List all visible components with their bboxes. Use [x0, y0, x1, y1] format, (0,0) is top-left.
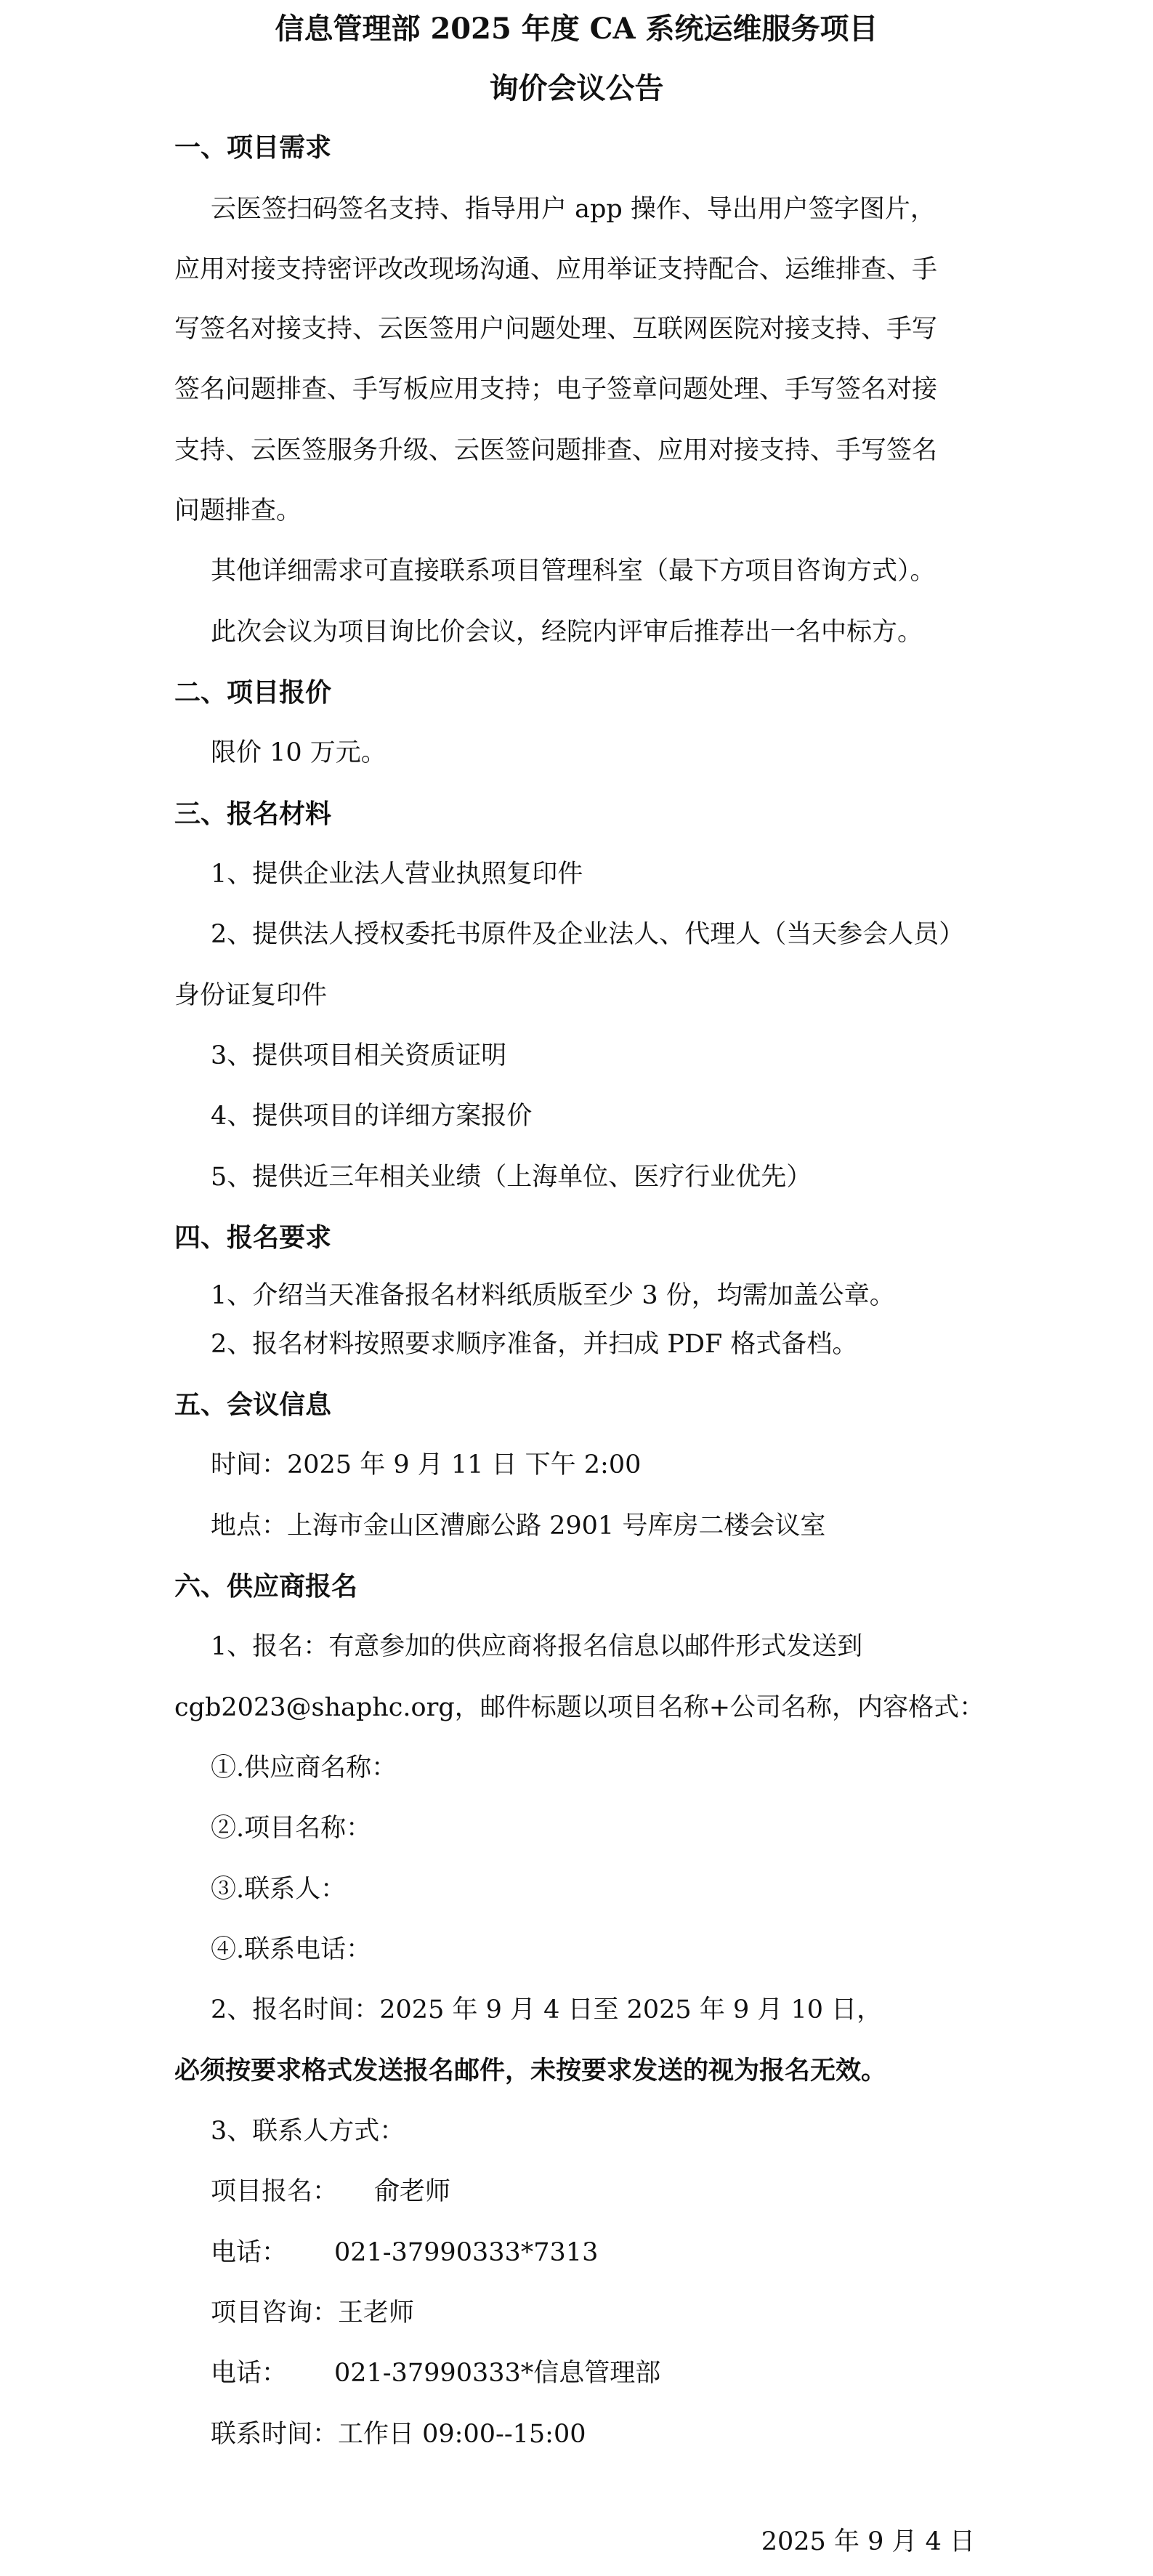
section-4-heading: 四、报名要求: [174, 1222, 332, 1253]
contact-phone1-value: 021-37990333*7313: [334, 2238, 599, 2267]
section-1-para1-line4: 签名问题排查、手写板应用支持；电子签章问题处理、手写签名对接: [174, 375, 938, 404]
section-6-heading: 六、供应商报名: [174, 1571, 358, 1602]
section-1-para3: 此次会议为项目询比价会议，经院内评审后推荐出一名中标方。: [211, 618, 923, 647]
section-4-item1: 1、介绍当天准备报名材料纸质版至少 3 份，均需加盖公章。: [211, 1281, 895, 1310]
section-3-item1: 1、提供企业法人营业执照复印件: [211, 860, 583, 889]
section-3-item2-line1: 2、提供法人授权委托书原件及企业法人、代理人（当天参会人员）: [211, 920, 965, 949]
section-6-item1-line2: cgb2023@shaphc.org，邮件标题以项目名称+公司名称，内容格式：: [174, 1693, 985, 1722]
section-3-item4: 4、提供项目的详细方案报价: [211, 1102, 533, 1131]
field-supplier-name: ①.供应商名称：: [211, 1753, 397, 1782]
announcement-date: 2025 年 9 月 4 日: [761, 2527, 975, 2556]
section-3-item2-line2: 身份证复印件: [174, 981, 328, 1010]
meeting-place: 地点：上海市金山区漕廊公路 2901 号库房二楼会议室: [211, 1511, 826, 1541]
contact-registration-row: [211, 2171, 450, 2208]
section-3-item5: 5、提供近三年相关业绩（上海单位、医疗行业优先）: [211, 1163, 812, 1192]
contact-phone1-label: 电话：: [211, 2238, 288, 2267]
contact-registration-name: 俞老师: [374, 2177, 451, 2206]
section-1-para1-line5: 支持、云医签服务升级、云医签问题排查、应用对接支持、手写签名: [174, 436, 938, 465]
contact-registration-label: 项目报名：: [211, 2177, 339, 2206]
registration-warning: 必须按要求格式发送报名邮件，未按要求发送的视为报名无效。: [174, 2056, 887, 2086]
section-4-item2: 2、报名材料按照要求顺序准备，并扫成 PDF 格式备档。: [211, 1330, 858, 1359]
section-2-heading: 二、项目报价: [174, 677, 332, 708]
contact-phone2-row: [211, 2353, 660, 2389]
section-1-para2: 其他详细需求可直接联系项目管理科室（最下方项目咨询方式）。: [211, 557, 936, 586]
document-title-line2: 询价会议公告: [489, 71, 664, 105]
section-1-para1-line2: 应用对接支持密评改改现场沟通、应用举证支持配合、运维排查、手: [174, 255, 938, 284]
contact-hours: 联系时间：工作日 09:00--15:00: [211, 2420, 586, 2449]
meeting-time: 时间：2025 年 9 月 11 日 下午 2:00: [211, 1450, 642, 1479]
section-2-text: 限价 10 万元。: [211, 738, 387, 767]
document-title-line1: 信息管理部 2025 年度 CA 系统运维服务项目: [275, 12, 878, 46]
section-1-para1-line3: 写签名对接支持、云医签用户问题处理、互联网医院对接支持、手写: [174, 315, 938, 344]
field-project-name: ②.项目名称：: [211, 1814, 372, 1843]
contact-consult-row: [211, 2293, 414, 2329]
section-5-heading: 五、会议信息: [174, 1389, 332, 1420]
contact-consult-label: 项目咨询：: [211, 2298, 339, 2327]
contact-method-heading: 3、联系人方式：: [211, 2117, 405, 2146]
section-1-para1-line1: 云医签扫码签名支持、指导用户 app 操作、导出用户签字图片，: [211, 195, 936, 224]
contact-phone1-row: [211, 2232, 598, 2269]
contact-phone2-label: 电话：: [211, 2359, 288, 2388]
registration-period: 2、报名时间：2025 年 9 月 4 日至 2025 年 9 月 10 日，: [211, 1995, 883, 2024]
section-1-para1-line6: 问题排查。: [174, 496, 302, 525]
contact-phone2-value: 021-37990333*信息管理部: [334, 2359, 661, 2388]
section-1-heading: 一、项目需求: [174, 132, 332, 163]
section-6-item1-line1: 1、报名：有意参加的供应商将报名信息以邮件形式发送到: [211, 1632, 863, 1661]
section-3-item3: 3、提供项目相关资质证明: [211, 1041, 507, 1070]
field-contact-person: ③.联系人：: [211, 1875, 347, 1904]
contact-consult-name: 王老师: [338, 2298, 415, 2327]
field-contact-phone: ④.联系电话：: [211, 1935, 372, 1964]
section-3-heading: 三、报名材料: [174, 799, 332, 829]
